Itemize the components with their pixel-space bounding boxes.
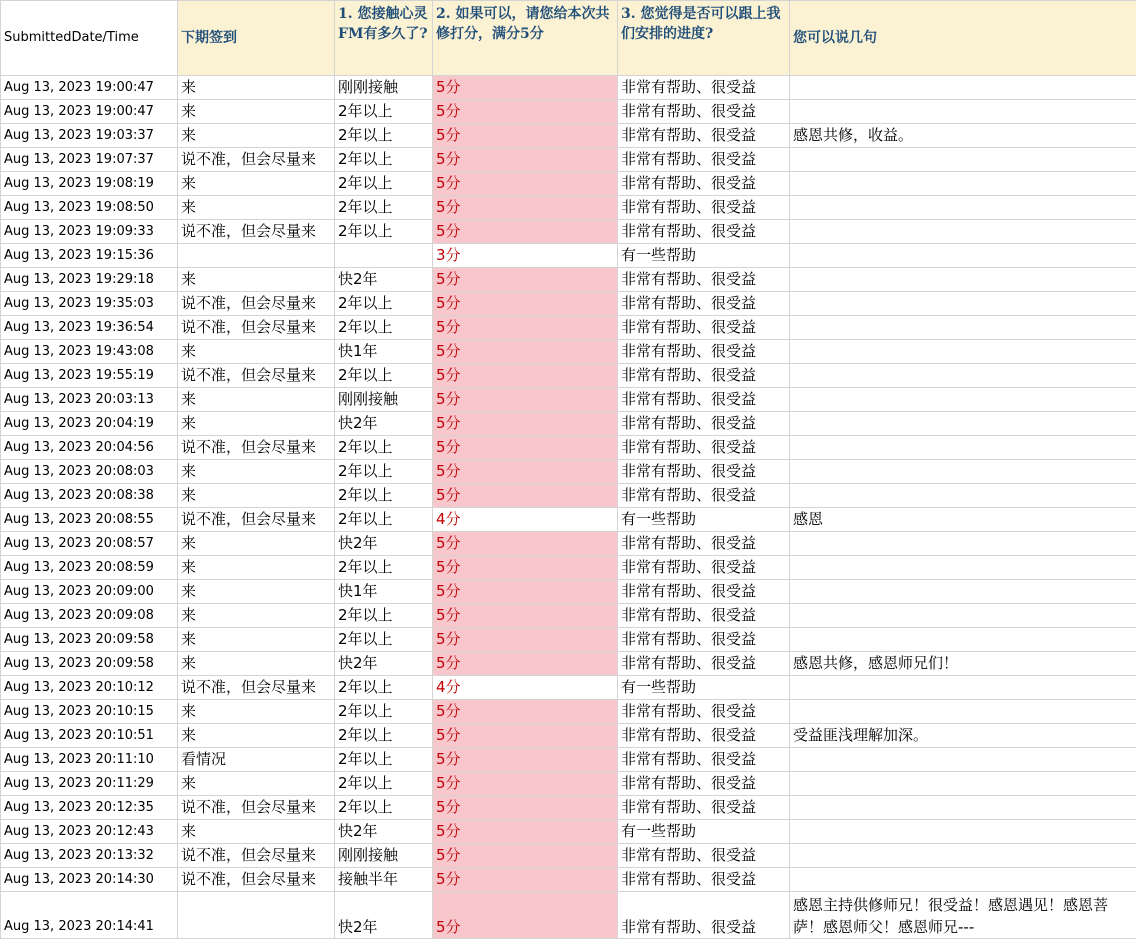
- duration-cell[interactable]: 2年以上: [335, 628, 433, 652]
- score-cell[interactable]: 5分: [433, 340, 618, 364]
- score-cell[interactable]: 5分: [433, 172, 618, 196]
- table-row: [1, 700, 1136, 724]
- table-row: [1, 124, 1136, 148]
- score-cell[interactable]: 5分: [433, 292, 618, 316]
- table-body: [1, 76, 1136, 939]
- progress-cell[interactable]: 非常有帮助、很受益: [618, 412, 790, 436]
- table-row: [1, 772, 1136, 796]
- table-row: [1, 508, 1136, 532]
- signin-cell[interactable]: 来: [178, 196, 335, 220]
- progress-cell[interactable]: 有一些帮助: [618, 820, 790, 844]
- duration-cell[interactable]: 2年以上: [335, 220, 433, 244]
- progress-cell[interactable]: 非常有帮助、很受益: [618, 172, 790, 196]
- duration-cell[interactable]: 刚刚接触: [335, 844, 433, 868]
- submitted-time-cell[interactable]: Aug 13, 2023 19:08:19: [1, 172, 178, 196]
- duration-cell[interactable]: 快2年: [335, 268, 433, 292]
- header-row: [1, 1, 1136, 76]
- score-cell[interactable]: 5分: [433, 820, 618, 844]
- signin-cell[interactable]: 来: [178, 532, 335, 556]
- submitted-time-cell[interactable]: Aug 13, 2023 20:08:03: [1, 460, 178, 484]
- duration-cell[interactable]: 2年以上: [335, 796, 433, 820]
- comment-cell[interactable]: [790, 748, 1136, 772]
- comment-cell[interactable]: [790, 244, 1136, 268]
- score-cell[interactable]: 5分: [433, 796, 618, 820]
- submitted-time-cell[interactable]: Aug 13, 2023 20:10:15: [1, 700, 178, 724]
- submitted-time-cell[interactable]: Aug 13, 2023 19:29:18: [1, 268, 178, 292]
- comment-cell[interactable]: [790, 316, 1136, 340]
- duration-cell[interactable]: 2年以上: [335, 100, 433, 124]
- table-row: [1, 892, 1136, 939]
- progress-cell[interactable]: 非常有帮助、很受益: [618, 868, 790, 892]
- table-row: [1, 724, 1136, 748]
- submitted-time-cell[interactable]: Aug 13, 2023 20:04:56: [1, 436, 178, 460]
- comment-cell[interactable]: [790, 628, 1136, 652]
- comment-cell[interactable]: [790, 196, 1136, 220]
- signin-cell[interactable]: 说不准，但会尽量来: [178, 676, 335, 700]
- submitted-time-cell[interactable]: Aug 13, 2023 20:09:00: [1, 580, 178, 604]
- table-row: [1, 268, 1136, 292]
- comment-cell[interactable]: [790, 436, 1136, 460]
- table-row: [1, 628, 1136, 652]
- signin-cell[interactable]: 说不准，但会尽量来: [178, 868, 335, 892]
- signin-cell[interactable]: 来: [178, 460, 335, 484]
- submitted-time-cell[interactable]: Aug 13, 2023 19:36:54: [1, 316, 178, 340]
- signin-cell[interactable]: 来: [178, 604, 335, 628]
- comment-cell[interactable]: 受益匪浅理解加深。: [790, 724, 1136, 748]
- duration-cell[interactable]: 2年以上: [335, 700, 433, 724]
- duration-cell[interactable]: 快2年: [335, 412, 433, 436]
- table-row: [1, 484, 1136, 508]
- comment-cell[interactable]: [790, 364, 1136, 388]
- table-row: [1, 220, 1136, 244]
- progress-cell[interactable]: 非常有帮助、很受益: [618, 268, 790, 292]
- score-cell[interactable]: 3分: [433, 244, 618, 268]
- progress-cell[interactable]: 非常有帮助、很受益: [618, 364, 790, 388]
- signin-cell[interactable]: 来: [178, 388, 335, 412]
- submitted-time-cell[interactable]: Aug 13, 2023 20:10:51: [1, 724, 178, 748]
- duration-cell[interactable]: 快2年: [335, 532, 433, 556]
- score-cell[interactable]: 5分: [433, 316, 618, 340]
- header-comments[interactable]: 您可以说几句: [790, 1, 1136, 76]
- comment-cell[interactable]: [790, 796, 1136, 820]
- score-cell[interactable]: 5分: [433, 220, 618, 244]
- progress-cell[interactable]: 非常有帮助、很受益: [618, 844, 790, 868]
- submitted-time-cell[interactable]: Aug 13, 2023 19:08:50: [1, 196, 178, 220]
- duration-cell[interactable]: 快1年: [335, 580, 433, 604]
- submitted-time-cell[interactable]: Aug 13, 2023 20:10:12: [1, 676, 178, 700]
- submitted-time-cell[interactable]: Aug 13, 2023 19:00:47: [1, 100, 178, 124]
- comment-cell[interactable]: [790, 820, 1136, 844]
- submitted-time-cell[interactable]: Aug 13, 2023 20:08:55: [1, 508, 178, 532]
- progress-cell[interactable]: 非常有帮助、很受益: [618, 460, 790, 484]
- progress-cell[interactable]: 非常有帮助、很受益: [618, 580, 790, 604]
- submitted-time-cell[interactable]: Aug 13, 2023 19:55:19: [1, 364, 178, 388]
- progress-cell[interactable]: 非常有帮助、很受益: [618, 700, 790, 724]
- comment-cell[interactable]: 感恩共修，收益。: [790, 124, 1136, 148]
- header-q1-duration[interactable]: 1. 您接触心灵FM有多久了?: [335, 1, 433, 76]
- comment-cell[interactable]: [790, 532, 1136, 556]
- duration-cell[interactable]: 2年以上: [335, 460, 433, 484]
- submitted-time-cell[interactable]: Aug 13, 2023 19:15:36: [1, 244, 178, 268]
- duration-cell[interactable]: 2年以上: [335, 508, 433, 532]
- duration-cell[interactable]: 快2年: [335, 820, 433, 844]
- progress-cell[interactable]: 非常有帮助、很受益: [618, 100, 790, 124]
- comment-cell[interactable]: [790, 484, 1136, 508]
- comment-cell[interactable]: [790, 292, 1136, 316]
- progress-cell[interactable]: 非常有帮助、很受益: [618, 796, 790, 820]
- duration-cell[interactable]: 2年以上: [335, 172, 433, 196]
- score-cell[interactable]: 5分: [433, 700, 618, 724]
- comment-cell[interactable]: [790, 172, 1136, 196]
- submitted-time-cell[interactable]: Aug 13, 2023 20:08:59: [1, 556, 178, 580]
- table-row: [1, 556, 1136, 580]
- signin-cell[interactable]: 说不准，但会尽量来: [178, 148, 335, 172]
- table-row: [1, 412, 1136, 436]
- duration-cell[interactable]: 2年以上: [335, 148, 433, 172]
- duration-cell[interactable]: 2年以上: [335, 292, 433, 316]
- score-cell[interactable]: 5分: [433, 844, 618, 868]
- comment-cell[interactable]: [790, 676, 1136, 700]
- submitted-time-cell[interactable]: Aug 13, 2023 19:35:03: [1, 292, 178, 316]
- signin-cell[interactable]: 来: [178, 172, 335, 196]
- signin-cell[interactable]: 来: [178, 820, 335, 844]
- score-cell[interactable]: 5分: [433, 892, 618, 939]
- table-row: [1, 604, 1136, 628]
- submitted-time-cell[interactable]: Aug 13, 2023 20:08:57: [1, 532, 178, 556]
- table-row: [1, 100, 1136, 124]
- score-cell[interactable]: 5分: [433, 484, 618, 508]
- submitted-time-cell[interactable]: Aug 13, 2023 20:14:41: [1, 892, 178, 939]
- score-cell[interactable]: 5分: [433, 556, 618, 580]
- submitted-time-cell[interactable]: Aug 13, 2023 19:43:08: [1, 340, 178, 364]
- score-cell[interactable]: 5分: [433, 436, 618, 460]
- score-cell[interactable]: 5分: [433, 268, 618, 292]
- signin-cell[interactable]: [178, 892, 335, 939]
- comment-cell[interactable]: [790, 76, 1136, 100]
- comment-cell[interactable]: 感恩共修，感恩师兄们！: [790, 652, 1136, 676]
- duration-cell[interactable]: 快1年: [335, 340, 433, 364]
- progress-cell[interactable]: 非常有帮助、很受益: [618, 220, 790, 244]
- score-cell[interactable]: 5分: [433, 148, 618, 172]
- progress-cell[interactable]: 非常有帮助、很受益: [618, 316, 790, 340]
- signin-cell[interactable]: 来: [178, 628, 335, 652]
- comment-cell[interactable]: [790, 604, 1136, 628]
- submitted-time-cell[interactable]: Aug 13, 2023 20:04:19: [1, 412, 178, 436]
- table-row: [1, 460, 1136, 484]
- score-cell[interactable]: 5分: [433, 460, 618, 484]
- table-row: [1, 388, 1136, 412]
- duration-cell[interactable]: 2年以上: [335, 316, 433, 340]
- submitted-time-cell[interactable]: Aug 13, 2023 20:09:08: [1, 604, 178, 628]
- signin-cell[interactable]: [178, 244, 335, 268]
- submitted-time-cell[interactable]: Aug 13, 2023 20:09:58: [1, 652, 178, 676]
- table-row: [1, 652, 1136, 676]
- header-next-signin[interactable]: 下期签到: [178, 1, 335, 76]
- progress-cell[interactable]: 非常有帮助、很受益: [618, 772, 790, 796]
- table-row: [1, 172, 1136, 196]
- table-row: [1, 340, 1136, 364]
- duration-cell[interactable]: 2年以上: [335, 196, 433, 220]
- signin-cell[interactable]: 来: [178, 484, 335, 508]
- signin-cell[interactable]: 说不准，但会尽量来: [178, 316, 335, 340]
- duration-cell[interactable]: 2年以上: [335, 436, 433, 460]
- signin-cell[interactable]: 来: [178, 412, 335, 436]
- comment-cell[interactable]: [790, 844, 1136, 868]
- signin-cell[interactable]: 说不准，但会尽量来: [178, 436, 335, 460]
- submitted-time-cell[interactable]: Aug 13, 2023 19:03:37: [1, 124, 178, 148]
- progress-cell[interactable]: 有一些帮助: [618, 508, 790, 532]
- progress-cell[interactable]: 有一些帮助: [618, 676, 790, 700]
- signin-cell[interactable]: 说不准，但会尽量来: [178, 796, 335, 820]
- signin-cell[interactable]: 来: [178, 100, 335, 124]
- table-row: [1, 844, 1136, 868]
- submitted-time-cell[interactable]: Aug 13, 2023 20:08:38: [1, 484, 178, 508]
- signin-cell[interactable]: 来: [178, 724, 335, 748]
- progress-cell[interactable]: 非常有帮助、很受益: [618, 532, 790, 556]
- table-row: [1, 76, 1136, 100]
- submitted-time-cell[interactable]: Aug 13, 2023 19:09:33: [1, 220, 178, 244]
- signin-cell[interactable]: 说不准，但会尽量来: [178, 220, 335, 244]
- header-q2-score[interactable]: 2. 如果可以，请您给本次共修打分，满分5分: [433, 1, 618, 76]
- score-cell[interactable]: 5分: [433, 100, 618, 124]
- table-row: [1, 796, 1136, 820]
- signin-cell[interactable]: 来: [178, 652, 335, 676]
- progress-cell[interactable]: 非常有帮助、很受益: [618, 76, 790, 100]
- table-row: [1, 148, 1136, 172]
- signin-cell[interactable]: 说不准，但会尽量来: [178, 292, 335, 316]
- progress-cell[interactable]: 非常有帮助、很受益: [618, 748, 790, 772]
- comment-cell[interactable]: [790, 340, 1136, 364]
- comment-cell[interactable]: [790, 556, 1136, 580]
- progress-cell[interactable]: 非常有帮助、很受益: [618, 124, 790, 148]
- progress-cell[interactable]: 非常有帮助、很受益: [618, 148, 790, 172]
- submitted-time-cell[interactable]: Aug 13, 2023 19:00:47: [1, 76, 178, 100]
- score-cell[interactable]: 5分: [433, 628, 618, 652]
- comment-cell[interactable]: [790, 772, 1136, 796]
- progress-cell[interactable]: 非常有帮助、很受益: [618, 628, 790, 652]
- progress-cell[interactable]: 非常有帮助、很受益: [618, 556, 790, 580]
- comment-cell[interactable]: 感恩: [790, 508, 1136, 532]
- duration-cell[interactable]: 2年以上: [335, 124, 433, 148]
- duration-cell[interactable]: 快2年: [335, 652, 433, 676]
- table-row: [1, 868, 1136, 892]
- comment-cell[interactable]: [790, 148, 1136, 172]
- duration-cell[interactable]: 刚刚接触: [335, 388, 433, 412]
- signin-cell[interactable]: 说不准，但会尽量来: [178, 508, 335, 532]
- header-q3-progress[interactable]: 3. 您觉得是否可以跟上我们安排的进度?: [618, 1, 790, 76]
- comment-cell[interactable]: [790, 100, 1136, 124]
- progress-cell[interactable]: 非常有帮助、很受益: [618, 604, 790, 628]
- score-cell[interactable]: 5分: [433, 580, 618, 604]
- progress-cell[interactable]: 非常有帮助、很受益: [618, 652, 790, 676]
- duration-cell[interactable]: 刚刚接触: [335, 76, 433, 100]
- signin-cell[interactable]: 看情况: [178, 748, 335, 772]
- score-cell[interactable]: 5分: [433, 748, 618, 772]
- duration-cell[interactable]: 2年以上: [335, 604, 433, 628]
- score-cell[interactable]: 4分: [433, 508, 618, 532]
- signin-cell[interactable]: 来: [178, 772, 335, 796]
- submitted-time-cell[interactable]: Aug 13, 2023 20:11:29: [1, 772, 178, 796]
- score-cell[interactable]: 5分: [433, 412, 618, 436]
- table-row: [1, 244, 1136, 268]
- signin-cell[interactable]: 来: [178, 76, 335, 100]
- submitted-time-cell[interactable]: Aug 13, 2023 20:11:10: [1, 748, 178, 772]
- duration-cell[interactable]: 快2年: [335, 892, 433, 939]
- comment-cell[interactable]: [790, 460, 1136, 484]
- score-cell[interactable]: 5分: [433, 364, 618, 388]
- table-row: [1, 748, 1136, 772]
- duration-cell[interactable]: 2年以上: [335, 556, 433, 580]
- comment-cell[interactable]: [790, 388, 1136, 412]
- progress-cell[interactable]: 非常有帮助、很受益: [618, 892, 790, 939]
- table-row: [1, 820, 1136, 844]
- duration-cell[interactable]: 接触半年: [335, 868, 433, 892]
- duration-cell[interactable]: 2年以上: [335, 676, 433, 700]
- table-row: [1, 364, 1136, 388]
- submitted-time-cell[interactable]: Aug 13, 2023 20:09:58: [1, 628, 178, 652]
- score-cell[interactable]: 5分: [433, 388, 618, 412]
- score-cell[interactable]: 5分: [433, 532, 618, 556]
- score-cell[interactable]: 4分: [433, 676, 618, 700]
- table-row: [1, 532, 1136, 556]
- score-cell[interactable]: 5分: [433, 124, 618, 148]
- submitted-time-cell[interactable]: Aug 13, 2023 20:03:13: [1, 388, 178, 412]
- signin-cell[interactable]: 来: [178, 556, 335, 580]
- submitted-time-cell[interactable]: Aug 13, 2023 20:12:35: [1, 796, 178, 820]
- submitted-time-cell[interactable]: Aug 13, 2023 20:14:30: [1, 868, 178, 892]
- signin-cell[interactable]: 说不准，但会尽量来: [178, 364, 335, 388]
- comment-cell[interactable]: [790, 268, 1136, 292]
- signin-cell[interactable]: 来: [178, 268, 335, 292]
- progress-cell[interactable]: 非常有帮助、很受益: [618, 484, 790, 508]
- signin-cell[interactable]: 来: [178, 580, 335, 604]
- table-row: [1, 196, 1136, 220]
- header-submitted-time[interactable]: SubmittedDate/Time: [1, 1, 178, 76]
- score-cell[interactable]: 5分: [433, 652, 618, 676]
- duration-cell[interactable]: 2年以上: [335, 748, 433, 772]
- signin-cell[interactable]: 来: [178, 700, 335, 724]
- score-cell[interactable]: 5分: [433, 724, 618, 748]
- comment-cell[interactable]: [790, 868, 1136, 892]
- progress-cell[interactable]: 有一些帮助: [618, 244, 790, 268]
- progress-cell[interactable]: 非常有帮助、很受益: [618, 292, 790, 316]
- score-cell[interactable]: 5分: [433, 604, 618, 628]
- table-row: [1, 676, 1136, 700]
- submitted-time-cell[interactable]: Aug 13, 2023 20:12:43: [1, 820, 178, 844]
- progress-cell[interactable]: 非常有帮助、很受益: [618, 436, 790, 460]
- signin-cell[interactable]: 说不准，但会尽量来: [178, 844, 335, 868]
- score-cell[interactable]: 5分: [433, 868, 618, 892]
- duration-cell[interactable]: 2年以上: [335, 772, 433, 796]
- progress-cell[interactable]: 非常有帮助、很受益: [618, 340, 790, 364]
- progress-cell[interactable]: 非常有帮助、很受益: [618, 196, 790, 220]
- comment-cell[interactable]: [790, 220, 1136, 244]
- table-row: [1, 316, 1136, 340]
- table-row: [1, 436, 1136, 460]
- score-cell[interactable]: 5分: [433, 772, 618, 796]
- comment-cell[interactable]: [790, 412, 1136, 436]
- table-row: [1, 292, 1136, 316]
- submitted-time-cell[interactable]: Aug 13, 2023 19:07:37: [1, 148, 178, 172]
- comment-cell[interactable]: [790, 700, 1136, 724]
- comment-cell[interactable]: 感恩主持供修师兄！很受益！感恩遇见！感恩菩萨！感恩师父！感恩师兄---: [790, 892, 1136, 939]
- signin-cell[interactable]: 来: [178, 124, 335, 148]
- signin-cell[interactable]: 来: [178, 340, 335, 364]
- duration-cell[interactable]: 2年以上: [335, 364, 433, 388]
- progress-cell[interactable]: 非常有帮助、很受益: [618, 388, 790, 412]
- score-cell[interactable]: 5分: [433, 76, 618, 100]
- comment-cell[interactable]: [790, 580, 1136, 604]
- duration-cell[interactable]: 2年以上: [335, 724, 433, 748]
- duration-cell[interactable]: 2年以上: [335, 484, 433, 508]
- submitted-time-cell[interactable]: Aug 13, 2023 20:13:32: [1, 844, 178, 868]
- progress-cell[interactable]: 非常有帮助、很受益: [618, 724, 790, 748]
- duration-cell[interactable]: [335, 244, 433, 268]
- table-row: [1, 580, 1136, 604]
- score-cell[interactable]: 5分: [433, 196, 618, 220]
